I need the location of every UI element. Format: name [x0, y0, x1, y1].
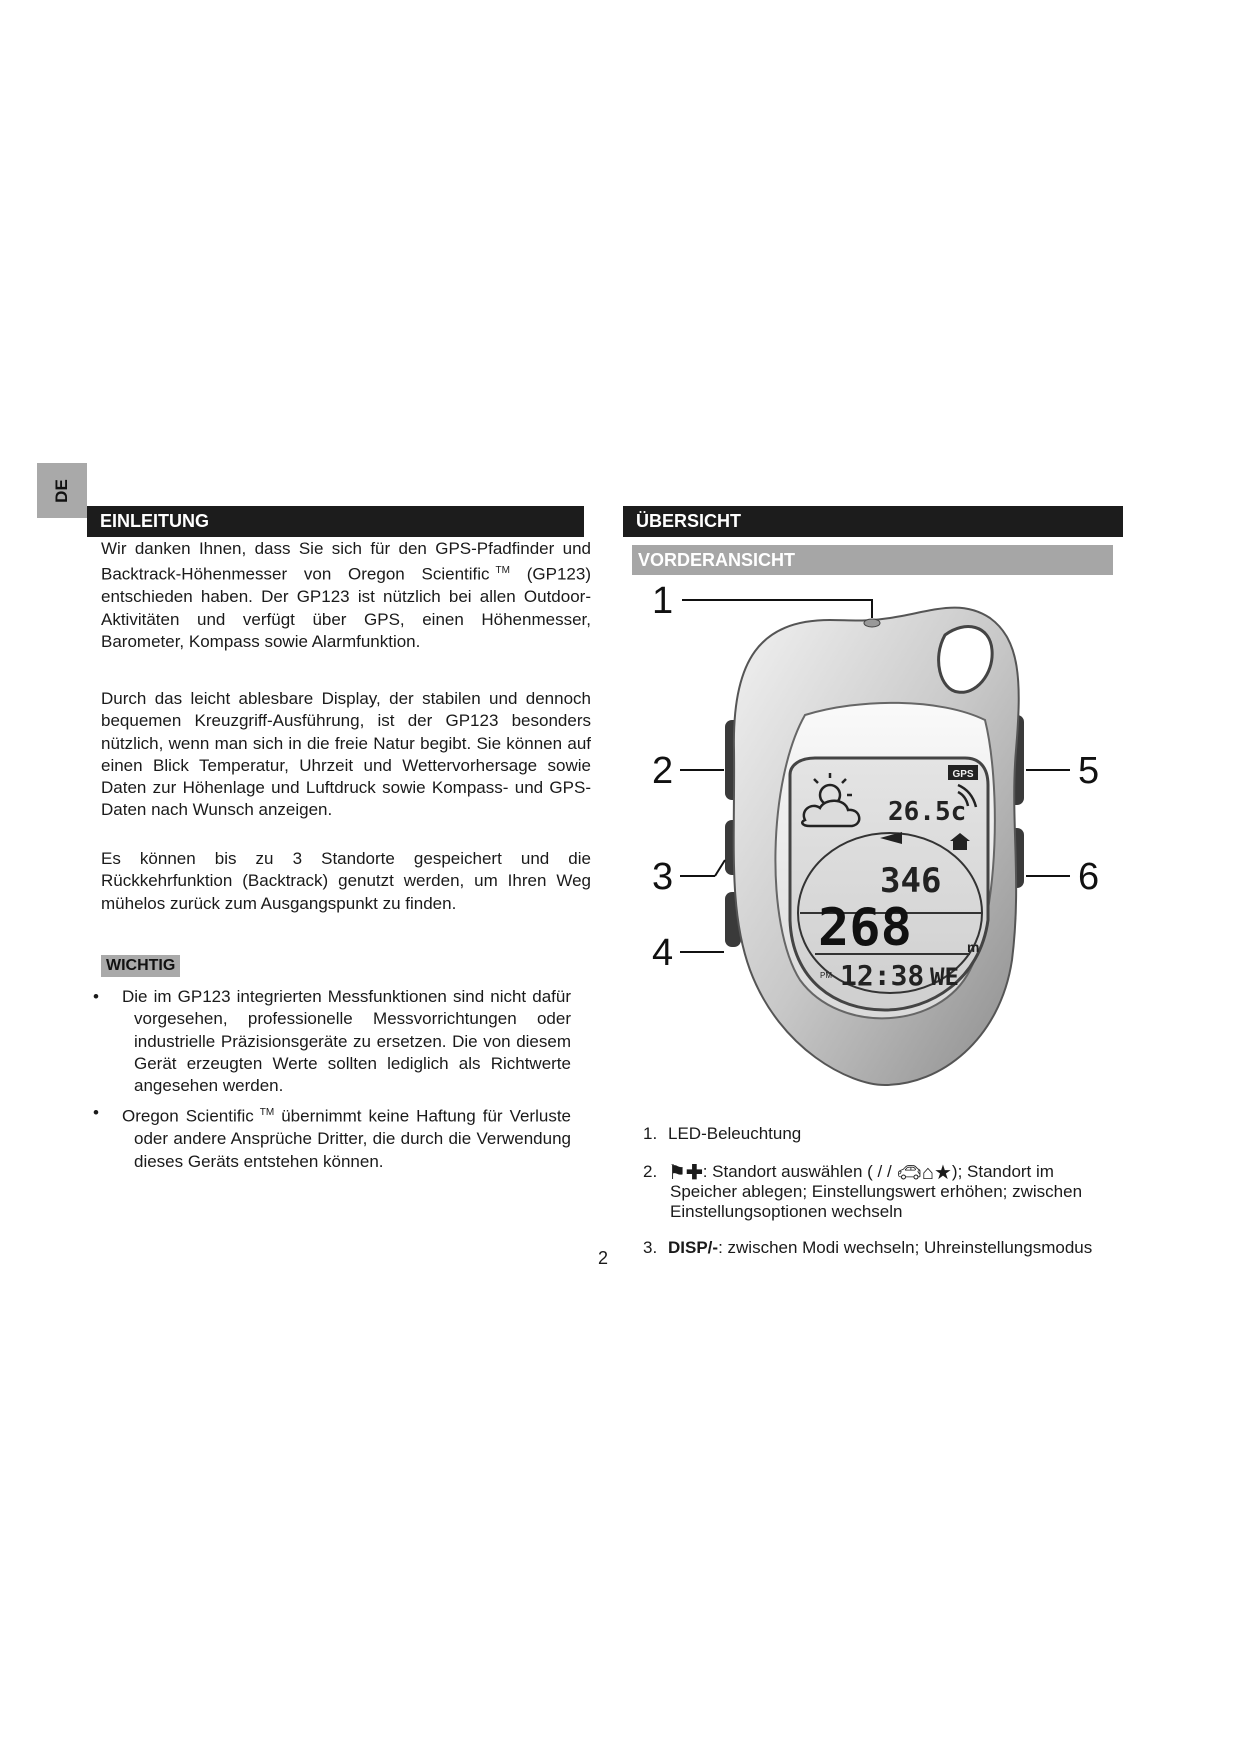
legend-item-2-text-a: : Standort auswählen (: [702, 1162, 873, 1181]
callout-5: 5: [1078, 750, 1100, 792]
legend-item-3-key: DISP/-: [668, 1238, 719, 1257]
pm-indicator: PM: [820, 971, 832, 980]
legend-item-2-sep: /: [887, 1162, 892, 1181]
house-icon: ⌂: [921, 1162, 934, 1184]
legend-item-3-number: 3.: [643, 1238, 658, 1257]
important-notes-list: [93, 986, 571, 1178]
legend-item-3-text: : zwischen Modi wechseln; Uhreinstellungsmodus: [718, 1238, 1093, 1257]
intro-text-b: (GP123) entschieden haben. Der GP123 ist nützlich bei allen Outdoor-Aktivitäten und verfügt über GPS, einen Höhenmesser, Barometer, Kompass sowie Alarmfunktion.: [101, 564, 591, 651]
section-heading-einleitung: EINLEITUNG: [87, 506, 584, 537]
car-icon: 🚗︎: [896, 1162, 922, 1184]
legend-item-2-text-b: ); Standort im: [951, 1162, 1054, 1181]
unit-label: m: [967, 939, 980, 955]
legend-item-1-text: LED-Beleuchtung: [668, 1124, 802, 1143]
important-note-2-text-b: übernimmt keine Haftung für Verluste oder andere Ansprüche Dritter, die durch die Verwendung dieses Geräts entstehen können.: [134, 1107, 571, 1171]
legend-item-2-number: 2.: [643, 1162, 658, 1181]
star-icon: ★: [933, 1162, 952, 1184]
intro-paragraph-2: Durch das leicht ablesbare Display, der stabilen und dennoch bequemen Kreuzgriff-Ausführung, ist der GP123 besonders nützlich, wenn man sich in die freie Natur begibt. Sie können auf einen Blick Temperatur, Uhrzeit und Wettervorhersage sowie Daten zur Höhenlage und Luftdruck sowie Kompass- und GPS-Daten nach Wunsch anzeigen.: [101, 689, 591, 820]
important-note-2-text-a: Oregon Scientific: [122, 1107, 254, 1127]
subheading-vorderansicht: VORDERANSICHT: [632, 545, 1113, 575]
wichtig-label: WICHTIG: [101, 955, 180, 977]
callout-1: 1: [652, 580, 674, 622]
legend-item-3: [643, 1238, 1123, 1258]
callout-2: 2: [652, 750, 674, 792]
important-note-1-text: Die im GP123 integrierten Messfunktionen sind nicht dafür vorgesehen, professionelle Messvorrichtungen oder industrielle Präzisionsgeräte zu ersetzen. Die von diesem Gerät erzeugten Werte sollten lediglich als Richtwerte angesehen werden.: [122, 987, 571, 1096]
section-heading-uebersicht: ÜBERSICHT: [623, 506, 1123, 537]
led-light: [864, 619, 880, 627]
gps-badge-label: GPS: [952, 769, 974, 780]
intro-paragraph-1: [101, 538, 591, 653]
page-number: 2: [598, 1248, 609, 1268]
important-note-2: • Oregon Scientific ™ übernimmt keine Haftung für Verluste oder andere Ansprüche Dritter, die durch die Verwendung dieses Geräts entstehen können.: [93, 1103, 571, 1171]
weekday-readout: WE: [930, 963, 959, 991]
legend-item-2: [643, 1162, 1123, 1222]
time-readout: 12:38: [840, 959, 925, 992]
language-tab: [37, 463, 87, 518]
legend-item-1: [643, 1124, 1123, 1144]
flag-icon: ⚑: [668, 1162, 686, 1184]
language-tab-label: DE: [52, 478, 71, 503]
temperature-readout: 26.5c: [888, 797, 967, 827]
main-value-readout: 268: [818, 898, 912, 958]
intro-text-a: Wir danken Ihnen, dass Sie sich für den GPS-Pfadfinder und Backtrack-Höhenmesser von Oregon Scientific: [101, 539, 591, 584]
legend-item-2-text-c: Speicher ablegen; Einstellungswert erhöhen; zwischen Einstellungsoptionen wechseln: [670, 1182, 1083, 1221]
trademark-mark: TM: [259, 1107, 275, 1119]
device-front-illustration: [640, 580, 1140, 1100]
plus-icon: ✚: [685, 1162, 703, 1184]
callout-6: 6: [1078, 856, 1100, 898]
callout-3: 3: [652, 856, 674, 898]
intro-paragraph-3: Es können bis zu 3 Standorte gespeichert und die Rückkehrfunktion (Backtrack) genutzt werden, um Ihren Weg mühelos zurück zum Ausgangspunkt zu finden.: [101, 849, 591, 913]
legend-item-2-sep: /: [877, 1162, 883, 1181]
legend-item-1-number: 1.: [643, 1124, 658, 1143]
trademark-mark: TM: [495, 565, 510, 577]
top-value-readout: 346: [880, 861, 942, 901]
important-note-1: • Die im GP123 integrierten Messfunktionen sind nicht dafür vorgesehen, professionelle Messvorrichtungen oder industrielle Präzisionsgeräte zu ersetzen. Die von diesem Gerät erzeugten Werte sollten lediglich als Richtwerte angesehen werden.: [93, 987, 571, 1096]
callout-4: 4: [652, 932, 674, 974]
